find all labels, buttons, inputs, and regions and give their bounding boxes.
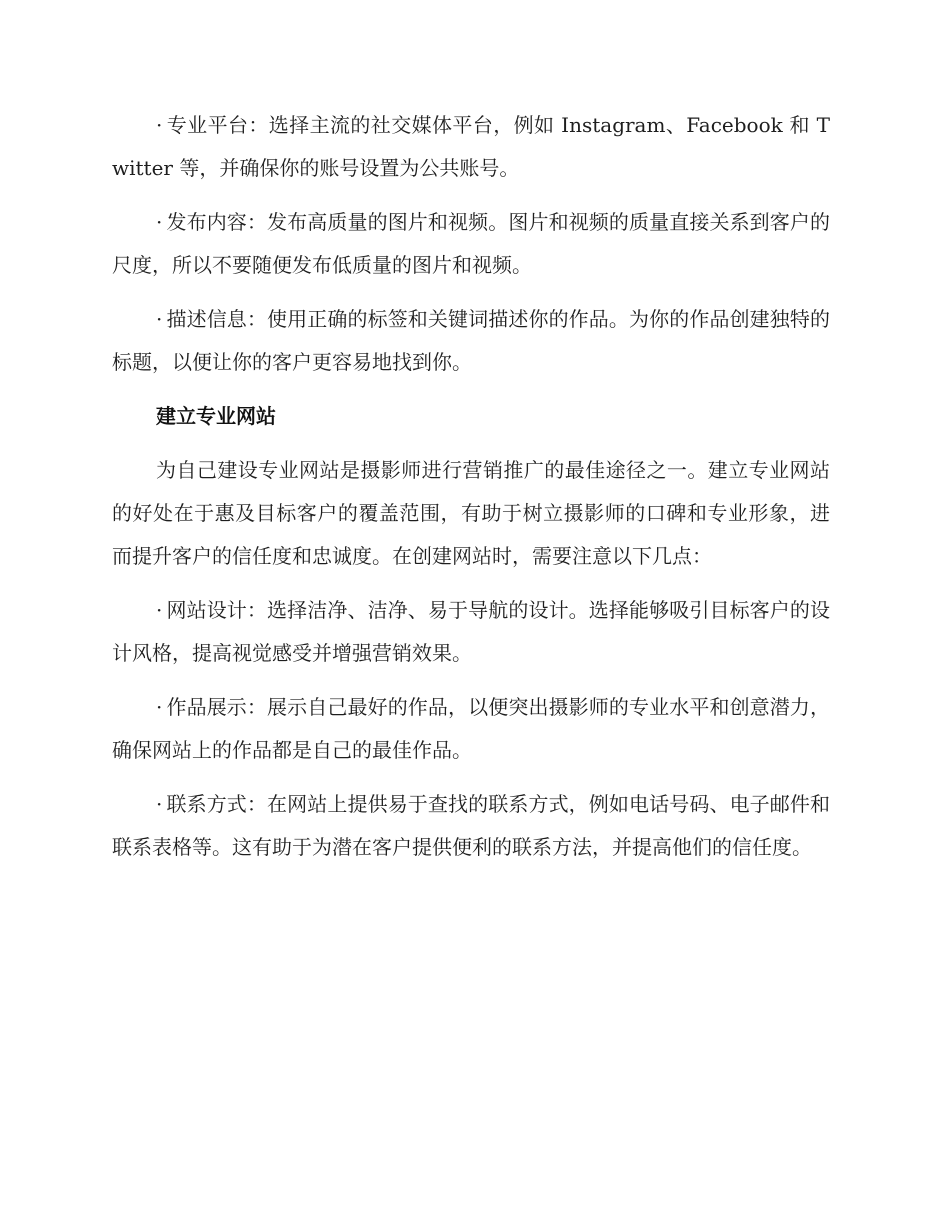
bullet-label: 描述信息： <box>166 307 268 331</box>
bullet-item-portfolio-display <box>112 686 830 772</box>
bullet-dot: · <box>156 210 163 234</box>
bullet-label: 专业平台： <box>166 113 269 137</box>
bullet-label: 发布内容： <box>166 210 268 234</box>
bullet-text: 发布高质量的图片和视频。图片和视频的质量直接关系到客户的尺度，所以不要随便发布低质量的图片和视频。 <box>112 210 831 277</box>
section-intro-paragraph: 为自己建设专业网站是摄影师进行营销推广的最佳途径之一。建立专业网站的好处在于惠及目标客户的覆盖范围，有助于树立摄影师的口碑和专业形象，进而提升客户的信任度和忠诚度。在创建网站时，需要注意以下几点： <box>112 458 830 568</box>
bullet-item-social-platform <box>112 104 830 190</box>
bullet-label: 网站设计： <box>166 598 268 622</box>
bullet-dot: · <box>156 113 163 137</box>
bullet-dot: · <box>156 307 163 331</box>
document-page <box>112 104 830 880</box>
bullet-label: 作品展示： <box>166 695 268 719</box>
bullet-text: 选择洁净、洁净、易于导航的设计。选择能够吸引目标客户的设计风格，提高视觉感受并增强营销效果。 <box>112 598 831 665</box>
bullet-item-description <box>112 298 830 384</box>
bullet-label: 联系方式： <box>166 792 268 816</box>
bullet-dot: · <box>156 598 163 622</box>
bullet-dot: · <box>156 695 163 719</box>
bullet-item-website-design <box>112 589 830 675</box>
bullet-text: 在网站上提供易于查找的联系方式，例如电话号码、电子邮件和联系表格等。这有助于为潜在客户提供便利的联系方法，并提高他们的信任度。 <box>112 792 831 859</box>
bullet-text: 使用正确的标签和关键词描述你的作品。为你的作品创建独特的标题，以便让你的客户更容易地找到你。 <box>112 307 831 374</box>
section-heading: 建立专业网站 <box>156 404 276 428</box>
bullet-item-contact-info <box>112 783 830 869</box>
bullet-item-publish-content <box>112 201 830 287</box>
bullet-dot: · <box>156 792 163 816</box>
bullet-text: 展示自己最好的作品，以便突出摄影师的专业水平和创意潜力，确保网站上的作品都是自己的最佳作品。 <box>112 695 831 762</box>
bullet-text: 选择主流的社交媒体平台，例如 Instagram、Facebook 和 Twitter 等，并确保你的账号设置为公共账号。 <box>112 113 831 180</box>
